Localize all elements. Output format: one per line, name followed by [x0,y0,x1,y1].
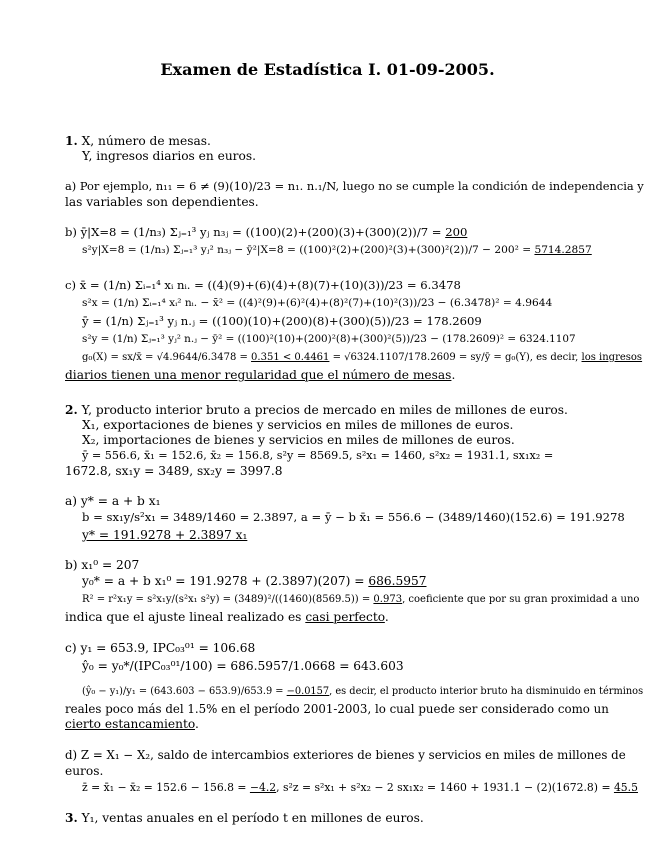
q2-b-line3 [82,592,639,607]
q2-d-variance-result: 45.5 [613,781,638,794]
q2-c-rate-result: −0.0157 [286,686,330,697]
q1-b-line1 [65,225,467,240]
q1-c-line2: s²x = (1/n) Σᵢ₌₁⁴ xᵢ² nᵢ. − x̄² = ((4)²(9)+(6)²(4)+(8)²(7)+(10)²(3))/23 − (6.3478)² = 4.9644 [82,297,553,309]
q2-b-line1: b) x₁⁰ = 207 [65,558,140,572]
q1-b-line2 [82,243,592,258]
q2-y-definition: Y, producto interior bruto a precios de mercado en miles de millones de euros. [81,403,568,417]
q2-b-prediction-formula: y₀* = a + b x₁⁰ = 191.9278 + (2.3897)(207) = [82,574,369,588]
q2-c-rate-formula: (ŷ₀ − y₁)/y₁ = (643.603 − 653.9)/653.9 = [82,686,287,697]
q1-c-period: . [451,368,456,382]
q1-y-definition: Y, ingresos diarios en euros. [82,149,256,163]
q1-b-result2: 5714.2857 [534,244,592,256]
q2-d-line2: euros. [65,764,104,778]
q1-b-formula2: s²y|X=8 = (1/n₃) Σⱼ₌₁³ yⱼ² n₃ⱼ − ȳ²|X=8 = ((100)²(2)+(200)²(3)+(300)²(2))/7 − 200² = [82,244,535,256]
q1-c-conclusion: diarios tienen una menor regularidad que el número de mesas [65,368,452,382]
page-title: Examen de Estadística I. 01-09-2005. [160,60,495,79]
q2-header [65,403,568,418]
q2-b-r2-result: 0.973 [373,594,403,605]
q1-header [65,134,211,149]
q3-header [65,811,424,826]
q1-x-definition: X, número de mesas. [81,134,211,148]
q2-stats-line2: 1672.8, sx₁y = 3489, sx₂y = 3997.8 [65,464,283,478]
q2-d-line1: d) Z = X₁ − X₂, saldo de intercambios exteriores de bienes y servicios en miles de millones de [65,748,626,762]
q2-c-period: . [194,717,199,731]
q2-c-line2: ŷ₀ = y₀*/(IPC₀₃⁰¹/100) = 686.5957/1.0668 = 643.603 [82,659,404,673]
q1-a-line2: las variables son dependientes. [65,195,259,209]
q2-b-conclusion-text: indica que el ajuste lineal realizado es [65,610,306,624]
q2-b-prediction-result: 686.5957 [368,574,427,588]
q2-d-variance-formula: , s²z = s²x₁ + s²x₂ − 2 sx₁x₂ = 1460 + 1931.1 − (2)(1672.8) = [276,781,614,794]
q2-stats-line1: ȳ = 556.6, x̄₁ = 152.6, x̄₂ = 156.8, s²y = 8569.5, s²x₁ = 1460, s²x₂ = 1931.1, sx₁x₂ = [82,449,554,462]
q2-b-conclusion: casi perfecto [305,610,385,624]
q1-c-cv-formula: g₀(X) = sx/x̄ = √4.9644/6.3478 = [82,352,252,363]
q1-c-line5 [82,350,642,365]
q2-c-line4: reales poco más del 1.5% en el período 2001-2003, lo cual puede ser considerado como un [65,702,609,716]
q1-b-formula1: b) ȳ|X=8 = (1/n₃) Σⱼ₌₁³ yⱼ n₃ⱼ = ((100)(2)+(200)(3)+(300)(2))/7 = [65,225,446,239]
q3-number: 3. [65,811,78,825]
q1-c-line4: s²y = (1/n) Σⱼ₌₁³ yⱼ² n.ⱼ − ȳ² = ((100)²(10)+(200)²(8)+(300)²(5))/23 − (178.2609)² = 6324.1107 [82,333,576,345]
q1-c-cv-comparison: 0.351 < 0.4461 [251,352,330,363]
q2-a-regression-line: y* = 191.9278 + 2.3897 x₁ [82,528,248,542]
q2-b-period: . [384,610,389,624]
q2-a-line2: b = sx₁y/s²x₁ = 3489/1460 = 2.3897, a = ȳ − b x̄₁ = 556.6 − (3489/1460)(152.6) = 191.9278 [82,510,625,524]
q2-c-line1: c) y₁ = 653.9, IPC₀₃⁰¹ = 106.68 [65,641,256,655]
q2-d-mean-formula: z̄ = x̄₁ − x̄₂ = 152.6 − 156.8 = [82,781,250,794]
q2-c-rate-comment: , es decir, el producto interior bruto ha disminuido en términos [329,686,644,697]
q2-c-line5 [65,717,199,732]
q2-d-mean-result: −4.2 [249,781,277,794]
q1-c-cv-formula-y: = √6324.1107/178.2609 = sy/ȳ = g₀(Y), es decir, [329,352,582,363]
q2-d-line3 [82,780,638,795]
q2-b-line4 [65,610,389,625]
q1-b-result1: 200 [445,225,468,239]
q1-c-line3: ȳ = (1/n) Σⱼ₌₁³ yⱼ n.ⱼ = ((100)(10)+(200)(8)+(300)(5))/23 = 178.2609 [82,314,482,328]
q1-a-line1: a) Por ejemplo, n₁₁ = 6 ≠ (9)(10)/23 = n₁. n.₁/N, luego no se cumple la condición de independencia y [65,179,644,193]
q2-b-line2 [82,574,427,589]
q2-x1-definition: X₁, exportaciones de bienes y servicios en miles de millones de euros. [82,418,514,432]
q1-c-conclusion-start: los ingresos [581,352,643,363]
q3-text: Y₁, ventas anuales en el período t en millones de euros. [81,811,424,825]
q2-a-line1: a) y* = a + b x₁ [65,494,161,508]
q1-number: 1. [65,134,78,148]
q2-b-r2-formula: R² = r²x₁y = s²x₁y/(s²x₁ s²y) = (3489)²/((1460)(8569.5)) = [82,594,374,605]
q2-number: 2. [65,403,78,417]
q1-c-line6 [65,368,455,383]
q2-x2-definition: X₂, importaciones de bienes y servicios en miles de millones de euros. [82,433,515,447]
q2-c-conclusion: cierto estancamiento [65,717,195,731]
q1-c-line1: c) x̄ = (1/n) Σᵢ₌₁⁴ xᵢ nᵢ. = ((4)(9)+(6)(4)+(8)(7)+(10)(3))/23 = 6.3478 [65,278,461,292]
q2-b-r2-comment: , coeficiente que por su gran proximidad a uno [402,594,640,605]
q2-c-line3 [82,684,643,699]
